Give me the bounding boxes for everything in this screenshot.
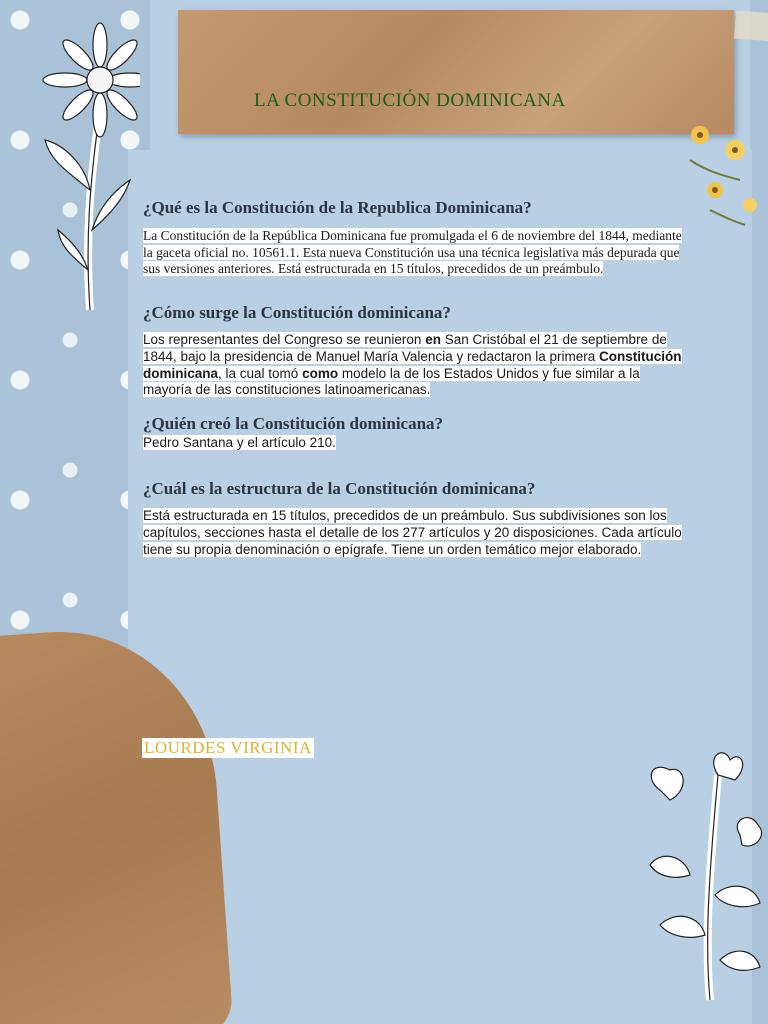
answer-1 <box>143 228 683 278</box>
question-1: ¿Qué es la Constitución de la Republica Dominicana? <box>143 198 532 217</box>
sweet-pea-flower-icon <box>630 745 768 1005</box>
answer-3-text: Pedro Santana y el artículo 210. <box>143 435 336 450</box>
page-title: LA CONSTITUCIÓN DOMINICANA <box>254 90 566 111</box>
yellow-flowers-icon <box>680 120 768 230</box>
answer-4 <box>143 508 683 558</box>
question-2: ¿Cómo surge la Constitución dominicana? <box>143 303 451 322</box>
answer-2-part-3: , la cual tomó <box>218 365 303 381</box>
daisy-flower-icon <box>30 20 140 320</box>
answer-2-part-1: Los representantes del Congreso se reunieron <box>143 332 426 347</box>
answer-2-part-4: modelo la de los Estados Unidos y fue similar a la mayoría de las constituciones latinoamericanas. <box>143 365 640 398</box>
answer-4-text: Está estructurada en 15 títulos, precedidos de un preámbulo. Sus subdivisiones son los capítulos, secciones hasta el detalle de los 277 artículos y 20 disposiciones. Cada artículo tiene su propia denominación o epígrafe. Tiene un orden temático mejor elaborado. <box>143 508 682 557</box>
answer-2 <box>143 332 683 399</box>
answer-2-bold-constitucion: Constitución dominicana <box>143 348 682 381</box>
answer-3 <box>143 435 683 452</box>
answer-2-bold-como: como <box>302 365 339 381</box>
tape-strip <box>734 11 768 42</box>
kraft-paper-title-tag <box>178 10 734 134</box>
answer-2-part-2: San Cristóbal el 21 de septiembre de 1844, bajo la presidencia de Manuel María Valencia y redactaron la primera <box>143 332 667 364</box>
question-4: ¿Cuál es la estructura de la Constitución dominicana? <box>143 479 536 498</box>
answer-1-text: La Constitución de la República Dominicana fue promulgada el 6 de noviembre del 1844, mediante la gaceta oficial no. 10561.1. Esta nueva Constitución usa una técnica legislativa más depurada que sus versiones anteriores. Está estructurada en 15 títulos, precedidos de un preámbulo. <box>143 228 682 276</box>
answer-2-bold-en: en <box>425 332 441 347</box>
author-name: LOURDES VIRGINIA <box>144 738 312 757</box>
question-3: ¿Quién creó la Constitución dominicana? <box>143 414 444 433</box>
